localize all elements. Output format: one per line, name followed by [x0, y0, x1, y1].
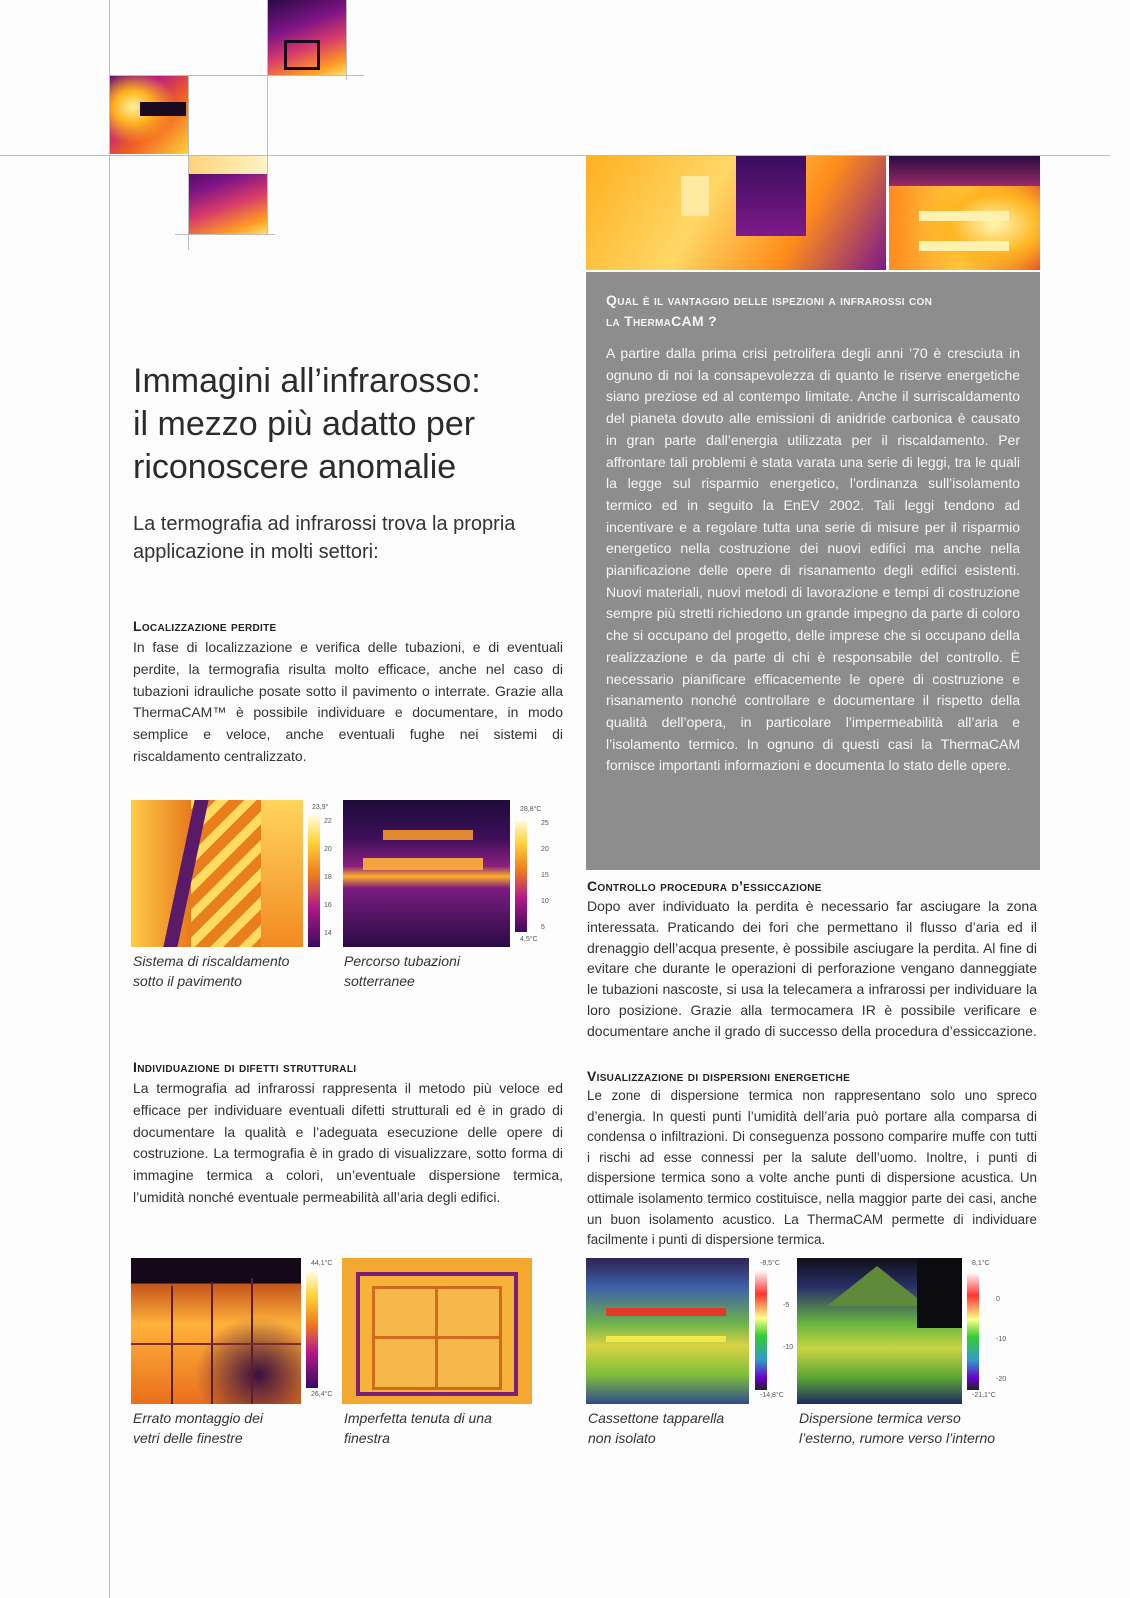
thermal-photo-underground-pipes: [343, 800, 510, 947]
scale-max-pipes: 28,8°C: [520, 806, 542, 813]
thermal-photo-glass-facade: [131, 1258, 301, 1404]
section-heading: Controllo procedura d’essiccazione: [587, 878, 822, 894]
thermal-photo-floor-heating: [131, 800, 303, 947]
section-heading: Individuazione di difetti strutturali: [133, 1059, 357, 1075]
section-heading: Visualizzazione di dispersioni energetiche: [587, 1068, 851, 1084]
caption-floor-heating: [133, 951, 289, 991]
caption-house-dispersion: [799, 1408, 995, 1448]
thermal-photo-building: [889, 156, 1040, 270]
scale-tick: -20: [996, 1376, 1007, 1383]
scale-max-house: 8,1°C: [972, 1260, 990, 1267]
caption-glass-facade: [133, 1408, 263, 1448]
intro-text: [133, 510, 515, 566]
temperature-scale-floor: [308, 815, 320, 947]
section-text: La termografia ad infrarossi rappresenta il metodo più veloce ed efficace per individuare eventuali difetti strutturali ed è in grado di documentare la qualità e l’adeguata esecuzione delle opere di costruzione. La termografia è in grado di visualizzare, sotto forma di immagine termica a colori, un’eventuale dispersione termica, l’umidità nonché eventuale permeabilità all’aria degli edifici.: [133, 1080, 563, 1205]
caption-line: Percorso tubazioni: [344, 953, 460, 969]
scale-min-house: -21,1°C: [972, 1392, 996, 1399]
scale-tick: 22: [324, 818, 332, 825]
thermal-photo-shutter-box: [586, 1258, 749, 1404]
title-line-3: riconoscere anomalie: [133, 448, 457, 486]
scale-tick: 18: [324, 874, 332, 881]
section-difetti-strutturali: [133, 1059, 563, 1209]
intro-line-1: La termografia ad infrarossi trova la propria: [133, 513, 516, 535]
section-text: In fase di localizzazione e verifica delle tubazioni, e di eventuali perdite, la termografia risulta molto efficace, anche nel caso di tubazioni idrauliche posate sotto il pavimento o interrate. Grazie alla ThermaCAM™ è possibile individuare e documentare, in modo semplice e veloce, anche eventuali fughe nei sistemi di riscaldamento centralizzato.: [133, 639, 563, 764]
scale-tick: 16: [324, 902, 332, 909]
caption-line: l’esterno, rumore verso l’interno: [799, 1430, 996, 1446]
section-essiccazione: [587, 878, 1037, 1042]
thermal-photo-window: [342, 1258, 532, 1404]
title-line-1: Immagini all’infrarosso:: [133, 362, 481, 400]
thermal-tile-bottom: [189, 156, 267, 234]
section-localizzazione: [133, 618, 563, 768]
caption-line: sotto il pavimento: [133, 973, 242, 989]
scale-tick: 15: [541, 872, 549, 879]
scale-tick: 20: [324, 846, 332, 853]
scale-min-glass: 26,4°C: [311, 1391, 333, 1398]
thermal-tile-left: [110, 76, 188, 154]
caption-line: Cassettone tapparella: [588, 1410, 725, 1426]
thermal-tile-top: [268, 0, 346, 75]
scale-tick: -10: [996, 1336, 1007, 1343]
scale-tick: 5: [541, 924, 545, 931]
caption-line: vetri delle finestre: [133, 1430, 243, 1446]
section-dispersioni: [587, 1068, 1037, 1251]
section-text: Dopo aver individuato la perdita è necessario far asciugare la zona interessata. Praticando dei fori che permettano il flusso d’aria ed il drenaggio dell’acqua presente, è possibile asciugare la perdita. Al fine di evitare che durante le operazioni di perforazione vengano danneggiate le tubazioni nascoste, si usa la telecamera a infrarossi per individuare la loro posizione. Grazie alla termocamera IR è possibile verificare e documentare anche il grado di successo della procedura d’essiccazione.: [587, 898, 1037, 1039]
caption-line: sotterranee: [344, 973, 415, 989]
highlight-box-vantaggio: [586, 272, 1040, 870]
temperature-scale-pipes: [515, 820, 527, 932]
section-heading: Localizzazione perdite: [133, 618, 277, 634]
scale-max-glass: 44,1°C: [311, 1260, 333, 1267]
caption-line: Errato montaggio dei: [133, 1410, 263, 1426]
thermal-photo-facade: [586, 156, 886, 270]
scale-min-shutter: -14,8°C: [760, 1392, 784, 1399]
guide-line-low: [175, 234, 275, 235]
thermal-photo-house-dispersion: [797, 1258, 962, 1404]
guide-line-left: [109, 0, 110, 1598]
heading-line: Qual è il vantaggio delle ispezioni a infrarossi con: [606, 292, 933, 308]
section-text: Le zone di dispersione termica non rappresentano solo uno spreco d’energia. In questi punti l’umidità dell’aria può portare alla comparsa di condensa o infiltrazioni. Di conseguenza possono comparire muffe con tutti i rischi ad esse connessi per la salute dell’uomo. Inoltre, i punti di dispersione termica sono a volte anche punti di dispersione acustica. Un ottimale isolamento termico costituisce, nella maggior parte dei casi, anche un buon isolamento acustico. La ThermaCAM permette di individuare facilmente i punti di dispersione termica.: [587, 1088, 1037, 1248]
section-text: A partire dalla prima crisi petrolifera degli anni ’70 è cresciuta in ognuno di noi la consapevolezza di quanto le riserve energetiche siano preziose ed al contempo limitate. Anche il surriscaldamento del pianeta dovuto alle emissioni di anidride carbonica è causato in gran parte dall’energia utilizzata per il riscaldamento. Per affrontare tali problemi è stata varata una serie di leggi, tra le quali la legge sul risparmio energetico, l’ordinanza sull’isolamento termico ed in seguito la EnEV 2002. Tali leggi tendono ad incentivare e a regolare tutta una serie di misure per il risparmio energetico nella costruzione dei nuovi edifici ma anche nella pianificazione delle opere di risanamento degli edifici esistenti. Nuovi materiali, nuovi metodi di lavorazione e tempi di costruzione sempre più stretti richiedono un grande impegno da parte di coloro che si occupano del progetto, delle imprese che si occupano della realizzazione e da parte di chi è responsabile del controllo. È necessario pianificare efficacemente le opere di costruzione e risanamento nonché controllare e documentare il rispetto della qualità dell’opera, in particolare l’impermeabilità all’aria e l’isolamento termico. In ognuno di questi casi la ThermaCAM fornisce importanti informazioni e documenta lo stato delle opere.: [606, 345, 1020, 774]
caption-line: finestra: [344, 1430, 390, 1446]
page-title: [133, 360, 481, 489]
temperature-scale-shutter: [755, 1270, 767, 1390]
scale-tick: 0: [996, 1296, 1000, 1303]
caption-line: non isolato: [588, 1430, 656, 1446]
scale-tick: -5: [783, 1302, 790, 1309]
caption-line: Sistema di riscaldamento: [133, 953, 290, 969]
section-heading: [606, 290, 1020, 332]
scale-tick: 14: [324, 930, 332, 937]
scale-max-shutter: -8,5°C: [760, 1260, 780, 1267]
intro-line-2: applicazione in molti settori:: [133, 541, 379, 563]
heading-line: la ThermaCAM ?: [606, 313, 717, 329]
temperature-scale-house: [967, 1272, 979, 1390]
caption-line: Imperfetta tenuta di una: [344, 1410, 492, 1426]
guide-line-mid-3: [346, 0, 347, 80]
scale-tick: -10: [783, 1344, 794, 1351]
caption-shutter-box: [588, 1408, 724, 1448]
scale-tick: 10: [541, 898, 549, 905]
temperature-scale-glass: [306, 1272, 318, 1388]
caption-window: [344, 1408, 492, 1448]
scale-tick: 25: [541, 820, 549, 827]
scale-min-pipes: 4,5°C: [520, 936, 538, 943]
title-line-2: il mezzo più adatto per: [133, 405, 476, 443]
scale-tick: 20: [541, 846, 549, 853]
scale-max-floor: 23,9°: [312, 804, 329, 811]
caption-pipes: [344, 951, 460, 991]
caption-line: Dispersione termica verso: [799, 1410, 961, 1426]
